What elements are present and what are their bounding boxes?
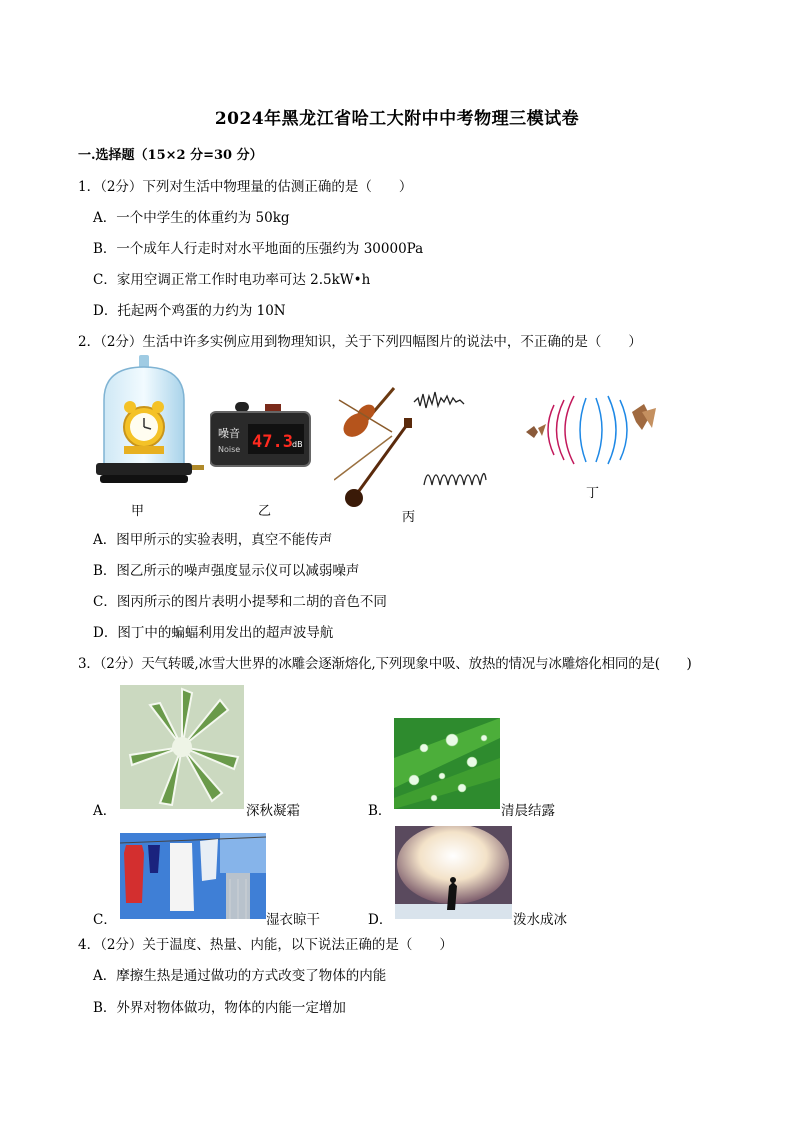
- frost-photo: [120, 685, 244, 809]
- meter-label-bottom: Noise: [218, 445, 241, 454]
- question-1-option-a: A．一个中学生的体重约为 50kg: [93, 210, 290, 226]
- question-4-option-b: B．外界对物体做功，物体的内能一定增加: [93, 1000, 346, 1016]
- question-2-stem: 2．（2分）生活中许多实例应用到物理知识，关于下列四幅图片的说法中，不正确的是（ ）: [78, 334, 642, 350]
- figure-caption-ding: 丁: [586, 486, 600, 501]
- violin-erhu-waveform-image: [334, 380, 494, 515]
- question-2-option-a: A．图甲所示的实验表明，真空不能传声: [93, 532, 333, 548]
- question-3-option-c-label: C．: [93, 912, 117, 928]
- question-3-option-b-caption: 清晨结露: [501, 803, 555, 819]
- question-3-option-d-label: D．: [368, 912, 393, 928]
- water-to-ice-photo: [395, 826, 512, 919]
- question-2-option-c: C．图丙所示的图片表明小提琴和二胡的音色不同: [93, 594, 387, 610]
- violin-icon: [339, 388, 394, 442]
- noise-meter-image: [210, 402, 312, 468]
- figure-caption-bing: 丙: [402, 510, 416, 525]
- meter-readout: 47.3: [252, 432, 293, 452]
- section-heading: 一.选择题（15×2 分=30 分）: [78, 148, 263, 163]
- exam-title: 2024年黑龙江省哈工大附中中考物理三模试卷: [214, 109, 580, 129]
- figure-caption-jia: 甲: [131, 504, 145, 519]
- question-3-stem: 3．（2分）天气转暖,冰雪大世界的冰雕会逐渐熔化,下列现象中吸、放热的情况与冰雕熔化相同的是( ): [78, 656, 692, 672]
- question-4-stem: 4．（2分）关于温度、热量、内能，以下说法正确的是（ ）: [78, 937, 453, 953]
- question-1-stem: 1．（2分）下列对生活中物理量的估测正确的是（ ）: [78, 179, 413, 195]
- meter-unit: dB: [292, 440, 303, 449]
- question-3-option-b-label: B．: [368, 803, 392, 819]
- question-3-option-c-caption: 湿衣晾干: [266, 912, 320, 928]
- meter-label-top: 噪音: [218, 427, 240, 440]
- question-3-option-a-label: A．: [93, 803, 117, 819]
- question-1-option-d: D．托起两个鸡蛋的力约为 10N: [93, 303, 286, 319]
- bell-jar-alarm-clock-image: [94, 355, 204, 490]
- question-1-option-b: B．一个成年人行走时对水平地面的压强约为 30000Pa: [93, 241, 424, 257]
- dew-photo: [394, 718, 500, 809]
- question-2-option-d: D．图丁中的蝙蝠利用发出的超声波导航: [93, 625, 334, 641]
- figure-caption-yi: 乙: [258, 504, 272, 519]
- question-1-option-c: C．家用空调正常工作时电功率可达 2.5kW•h: [93, 272, 371, 288]
- question-3-option-d-caption: 泼水成冰: [513, 912, 567, 928]
- bat-right-icon: [632, 404, 656, 430]
- question-4-option-a: A．摩擦生热是通过做功的方式改变了物体的内能: [93, 968, 387, 984]
- question-2-option-b: B．图乙所示的噪声强度显示仪可以减弱噪声: [93, 563, 360, 579]
- drying-clothes-photo: [120, 833, 266, 919]
- bat-ultrasound-image: [524, 390, 664, 470]
- bat-left-icon: [526, 424, 546, 438]
- question-3-option-a-caption: 深秋凝霜: [246, 803, 300, 819]
